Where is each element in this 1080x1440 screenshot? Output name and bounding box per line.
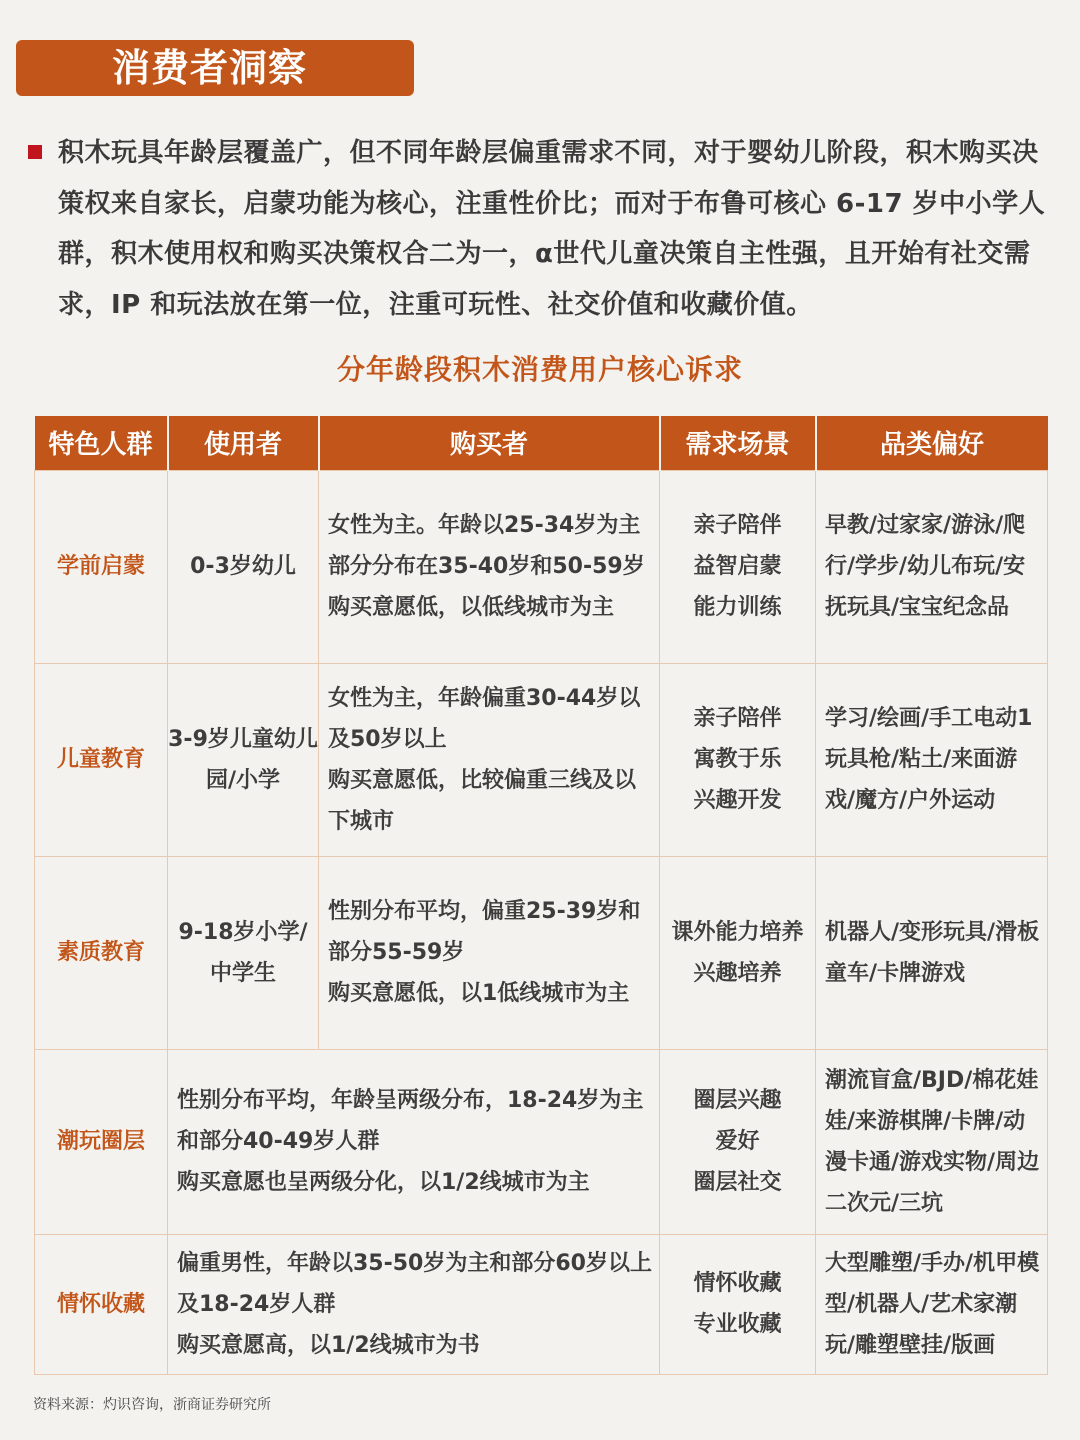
group-cell: 素质教育 — [35, 856, 168, 1049]
table-row — [35, 1234, 1048, 1374]
group-cell: 情怀收藏 — [35, 1234, 168, 1374]
scene-cell: 情怀收藏 专业收藏 — [660, 1234, 816, 1374]
table-header-row — [35, 416, 1048, 470]
table-row — [35, 1049, 1048, 1234]
user-buyer-cell: 偏重男性，年龄以35-50岁为主和部分60岁以上及18-24岁人群 购买意愿高，以1/2线城市为书 — [168, 1234, 660, 1374]
table-title: 分年龄段积木消费用户核心诉求 — [336, 353, 743, 386]
buyer-cell: 性别分布平均，偏重25-39岁和部分55-59岁 购买意愿低，以1低线城市为主 — [319, 856, 660, 1049]
scene-cell: 课外能力培养 兴趣培养 — [660, 856, 816, 1049]
consumer-table — [34, 416, 1048, 1375]
user-cell: 3-9岁儿童幼儿园/小学 — [168, 663, 319, 856]
buyer-cell: 女性为主。年龄以25-34岁为主 部分分布在35-40岁和50-59岁 购买意愿低，以低线城市为主 — [319, 470, 660, 663]
bullet-icon — [28, 145, 42, 159]
preference-cell: 学习/绘画/手工电动1玩具枪/粘土/来面游戏/魔方/户外运动 — [816, 663, 1048, 856]
header-buyer: 购买者 — [319, 416, 660, 470]
group-cell: 儿童教育 — [35, 663, 168, 856]
scene-cell: 圈层兴趣 爱好 圈层社交 — [660, 1049, 816, 1234]
intro-text: 积木玩具年龄层覆盖广，但不同年龄层偏重需求不同，对于婴幼儿阶段，积木购买决策权来自家长，启蒙功能为核心，注重性价比；而对于布鲁可核心 6-17 岁中小学人群，积木使用权和购买决策权合二为一，α世代儿童决策自主性强，且开始有社交需求，IP 和玩法放在第一位，注重可玩性、社交价值和收藏价值。 — [58, 138, 1046, 320]
table-row — [35, 470, 1048, 663]
user-cell: 9-18岁小学/中学生 — [168, 856, 319, 1049]
preference-cell: 大型雕塑/手办/机甲模型/机器人/艺术家潮玩/雕塑壁挂/版画 — [816, 1234, 1048, 1374]
buyer-cell: 女性为主，年龄偏重30-44岁以及50岁以上 购买意愿低，比较偏重三线及以下城市 — [319, 663, 660, 856]
user-buyer-cell: 性别分布平均，年龄呈两级分布，18-24岁为主和部分40-49岁人群 购买意愿也呈两级分化，以1/2线城市为主 — [168, 1049, 660, 1234]
header-group: 特色人群 — [35, 416, 168, 470]
table-row — [35, 856, 1048, 1049]
source-note: 资料来源：灼识咨询，浙商证券研究所 — [33, 1397, 271, 1413]
user-cell: 0-3岁幼儿 — [168, 470, 319, 663]
scene-cell: 亲子陪伴 益智启蒙 能力训练 — [660, 470, 816, 663]
table-row — [35, 663, 1048, 856]
preference-cell: 机器人/变形玩具/滑板童车/卡牌游戏 — [816, 856, 1048, 1049]
section-title: 消费者洞察 — [16, 40, 414, 96]
preference-cell: 早教/过家家/游泳/爬行/学步/幼儿布玩/安抚玩具/宝宝纪念品 — [816, 470, 1048, 663]
header-scene: 需求场景 — [660, 416, 816, 470]
intro-paragraph — [26, 128, 1056, 330]
group-cell: 学前启蒙 — [35, 470, 168, 663]
scene-cell: 亲子陪伴 寓教于乐 兴趣开发 — [660, 663, 816, 856]
header-user: 使用者 — [168, 416, 319, 470]
header-preference: 品类偏好 — [816, 416, 1048, 470]
preference-cell: 潮流盲盒/BJD/棉花娃娃/来游棋牌/卡牌/动漫卡通/游戏实物/周边二次元/三坑 — [816, 1049, 1048, 1234]
group-cell: 潮玩圈层 — [35, 1049, 168, 1234]
